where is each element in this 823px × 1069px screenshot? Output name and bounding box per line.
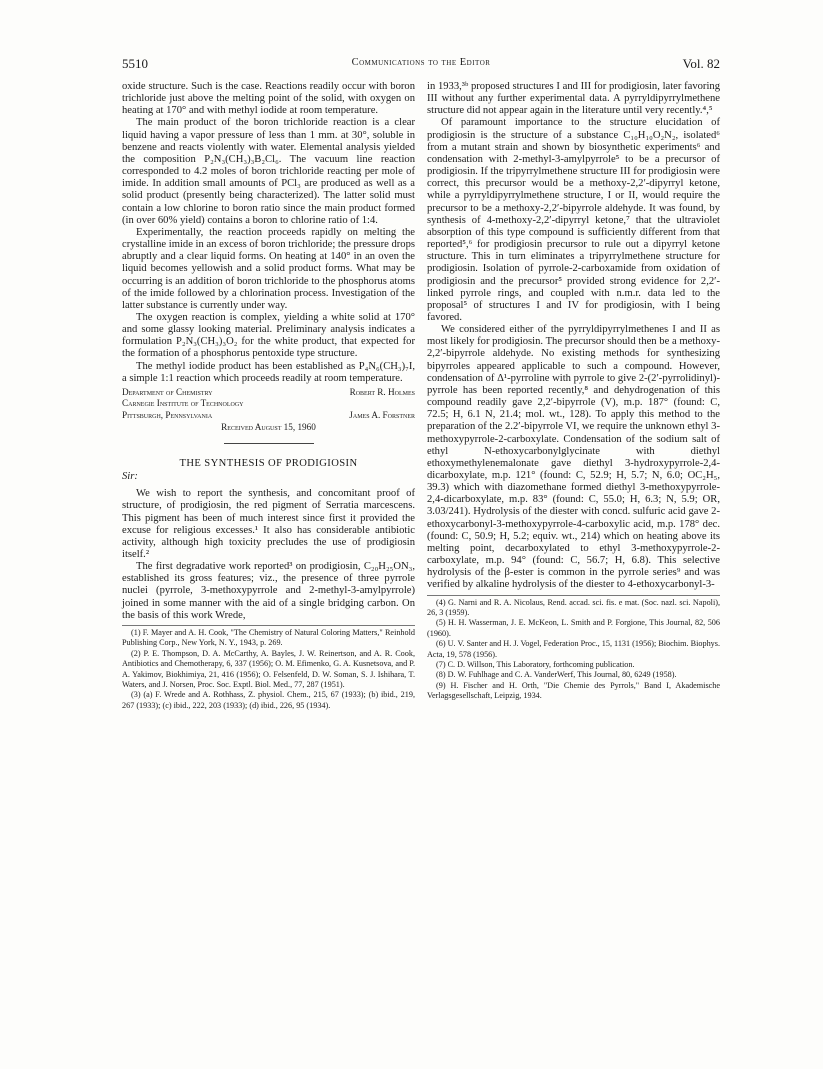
paragraph: Experimentally, the reaction proceeds rapidly on melting the crystalline imide in an excess of boron trichloride; the pressure drops abruptly and a clear liquid forms. On heating at 140° in an oven the liquid becomes yellowish and a solid product forms. What may be occurring is an addition of boron trichloride to the phosphorus atoms of the imide followed by a chlorination process. Investigation of the latter substance is currently under way. bbox=[122, 226, 416, 311]
footnotes bbox=[122, 625, 415, 711]
footnote: (2) P. E. Thompson, D. A. McCarthy, A. Bayles, J. W. Reinertson, and A. R. Cook, Antibiotics and Chemotherapy, 6, 337 (1956); O. M. Efimenko, G. A. Kusnetsova, and P. A. Yakimov, Biokhimiya, 21, 416 (1956); O. Felsenfeld, D. W. Soman, S. J. Ishihara, T. Waters, and J. Norsen, Proc. Soc. Exptl. Biol. Med., 77, 287 (1951). bbox=[122, 648, 415, 689]
running-header bbox=[122, 56, 720, 72]
author-affiliation bbox=[122, 387, 415, 434]
paragraph: The methyl iodide product has been established as P₄N₆(CH₃)₇I, a simple 1:1 reaction which proceeds readily at room temperature. bbox=[122, 360, 415, 384]
footnote: (3) (a) F. Wrede and A. Rothhass, Z. physiol. Chem., 215, 67 (1933); (b) ibid., 219, 267 (1933); (c) ibid., 222, 203 (1933); (d) ibid., 226, 95 (1934). bbox=[122, 690, 415, 710]
paragraph: in 1933,³ᵇ proposed structures I and III for prodigiosin, later favoring III without any further experimental data. A pyrryldipyrrylmethene structure did not appear again in the literature until very recently.⁴,⁵ bbox=[427, 81, 720, 117]
paragraph: oxide structure. Such is the case. Reactions readily occur with boron trichloride just above the melting point of the solid, with oxygen on heating at 170° and with methyl iodide at room temperature. bbox=[122, 81, 415, 117]
paragraph: The oxygen reaction is complex, yielding a white solid at 170° and some glassy looking material. Preliminary analysis indicates a formulation P₂N₃(CH₃)₃O₂ for the white product, that expected for the formation of a phosphorus pentoxide type structure. bbox=[122, 311, 415, 360]
footnotes bbox=[427, 595, 720, 702]
volume: Vol. 82 bbox=[682, 56, 720, 71]
institute: Carnegie Institute of Technology bbox=[122, 398, 244, 409]
footnote: (7) C. D. Willson, This Laboratory, forthcoming publication. bbox=[436, 660, 635, 669]
paragraph: The main product of the boron trichloride reaction is a clear liquid having a vapor pressure of less than 1 mm. at 30°, soluble in benzene and reacts violently with water. Elemental analysis yielded the composition P₂N₃(CH₃)₃B₂Cl₆. The vacuum line reaction corresponded to 4.2 moles of boron trichloride reacting per mole of imide. In addition small amounts of PCl₃ are produced as well as a solid product (presently being characterized). The latter solid must contain a low chlorine to boron ratio since the main product formed (in over 60% yield) contains a boron to chlorine ratio of 1:4. bbox=[122, 117, 415, 226]
salutation: Sir: bbox=[122, 471, 138, 483]
journal-section: Communications to the Editor bbox=[351, 57, 491, 68]
footnote: (5) H. H. Wasserman, J. E. McKeon, L. Smith and P. Forgione, This Journal, 82, 506 (1960). bbox=[427, 618, 720, 638]
right-column bbox=[427, 81, 720, 702]
received-date: Received August 15, 1960 bbox=[221, 422, 316, 433]
divider bbox=[224, 443, 314, 444]
paragraph: Of paramount importance to the structure elucidation of prodigiosin is the structure of a substance C₁₀H₁₀O₂N₂, isolated⁶ from a mutant strain and shown by biosynthetic experiments⁶ and condensation with 2-methyl-3-amylpyrrole⁵ to be a precursor of prodigiosin. If the tripyrrylmethene structure III for prodigiosin were correct, this precursor would be a methoxy-2,2′-dipyrryl ketone, while a pyrryldipyrrylmethene structure, I or II, would require the precursor to be a methoxy-2,2′-bipyrrole aldehyde. It was found, by synthesis of 4-methoxy-2,2′-dipyrryl ketone,⁷ that the ultraviolet absorption of this type compound is sufficiently different from that reported⁵,⁶ for prodigiosin precursor to rule out a dipyrryl ketone structure. This in turn eliminates a tripyrrylmethene structure for prodigiosin. Isolation of pyrrole-2-carboxamide from oxidation of prodigiosin and the precursor⁵ provided strong evidence for 2,2′-linked pyrrole rings, and coupled with n.m.r. data led to the proposal⁵ of structures I and IV for prodigiosin, with I being favored. bbox=[427, 117, 720, 323]
author-name: Robert R. Holmes bbox=[349, 386, 415, 397]
page-number: 5510 bbox=[122, 56, 148, 71]
city: Pittsburgh, Pennsylvania bbox=[122, 409, 213, 420]
paragraph: The first degradative work reported³ on prodigiosin, C₂₀H₂₅ON₃, established its gross features; viz., the presence of three pyrrole nuclei (pyrrole, 3-methoxypyrrole and 2-methyl-3-amylpyrrole) joined in some manner with the aid of a single bridging carbon. On the basis of this work Wrede, bbox=[122, 561, 415, 621]
left-column bbox=[122, 81, 415, 711]
paragraph: We considered either of the pyrryldipyrrylmethenes I and II as most likely for prodigiosin. The precursor should then be a methoxy-2,2′-bipyrrole aldehyde. No existing methods for synthesizing bipyrroles appeared applicable to such a compound. However, condensation of Δ¹-pyrroline with pyrrole to give 2-(2′-pyrrolidinyl)-pyrrole has been reported recently,⁸ and dehydrogenation of this compound readily gave 2,2′-bipyrrole (V), m.p. 187° (found: C, 72.5; H, 6.1 N, 21.4; mol. wt., 128). To apply this method to the preparation of the 2.2′-bipyrrole VI, we require the unknown ethyl 3-methoxypyrrole-2-carboxylate. Condensation of the sodium salt of ethyl N-ethoxycarbonylglycinate with diethyl ethoxymethylenemalonate gave diethyl 3-hydroxypyrrole-2,4-dicarboxylate, m.p. 121° (found: C, 52.9; H, 5.7; N, 6.0; OC₂H₅, 39.3) which with diazomethane formed diethyl 3-methoxypyrrole-2,4-dicarboxylate, m.p. 83° (found: C, 55.0; H, 6.3; N, 5.9; OR, 3.03/241). Hydrolysis of the diester with concd. sulfuric acid gave 2-ethoxycarbonyl-3-methoxypyrrole-4-carboxylic acid, m.p. 178° dec. (found: C, 50.9; H, 5.2; equiv. wt., 214) which on heating above its melting point, decarboxylated to ethyl 3-methoxypyrrole-2-carboxylate, m.p. 94° (found: C, 56.7; H, 6.8). This selective hydrolysis of the β-ester is common in the pyrrole series⁹ and was verified by alkaline hydrolysis of the diester to 4-ethoxycarbonyl-3- bbox=[427, 324, 720, 591]
footnote: (9) H. Fischer and H. Orth, "Die Chemie des Pyrrols," Band I, Akademische Verlagsgesellschaft, Leipzig, 1934. bbox=[427, 680, 720, 701]
author-name: James A. Forstner bbox=[349, 409, 415, 420]
footnote: (8) D. W. Fuhlhage and C. A. VanderWerf, This Journal, 80, 6249 (1958). bbox=[436, 670, 677, 680]
department: Department of Chemistry bbox=[122, 386, 213, 397]
article-title: THE SYNTHESIS OF PRODIGIOSIN bbox=[179, 457, 358, 469]
paragraph: We wish to report the synthesis, and concomitant proof of structure, of prodigiosin, the red pigment of Serratia marcescens. This pigment has been of much interest since first it provided the excuse for religious excesses.¹ It also has considerable antibiotic activity, although high toxicity precludes the use of prodigiosin itself.² bbox=[122, 488, 415, 560]
footnote: (1) F. Mayer and A. H. Cook, "The Chemistry of Natural Coloring Matters," Reinhold Publishing Corp., New York, N. Y., 1943, p. 269. bbox=[122, 627, 415, 648]
footnote: (6) U. V. Santer and H. J. Vogel, Federation Proc., 15, 1131 (1956); Biochim. Biophys. Acta, 19, 578 (1956). bbox=[427, 639, 720, 659]
footnote: (4) G. Narni and R. A. Nicolaus, Rend. accad. sci. fis. e mat. (Soc. nazl. sci. Napoli), 26, 3 (1959). bbox=[427, 597, 720, 617]
